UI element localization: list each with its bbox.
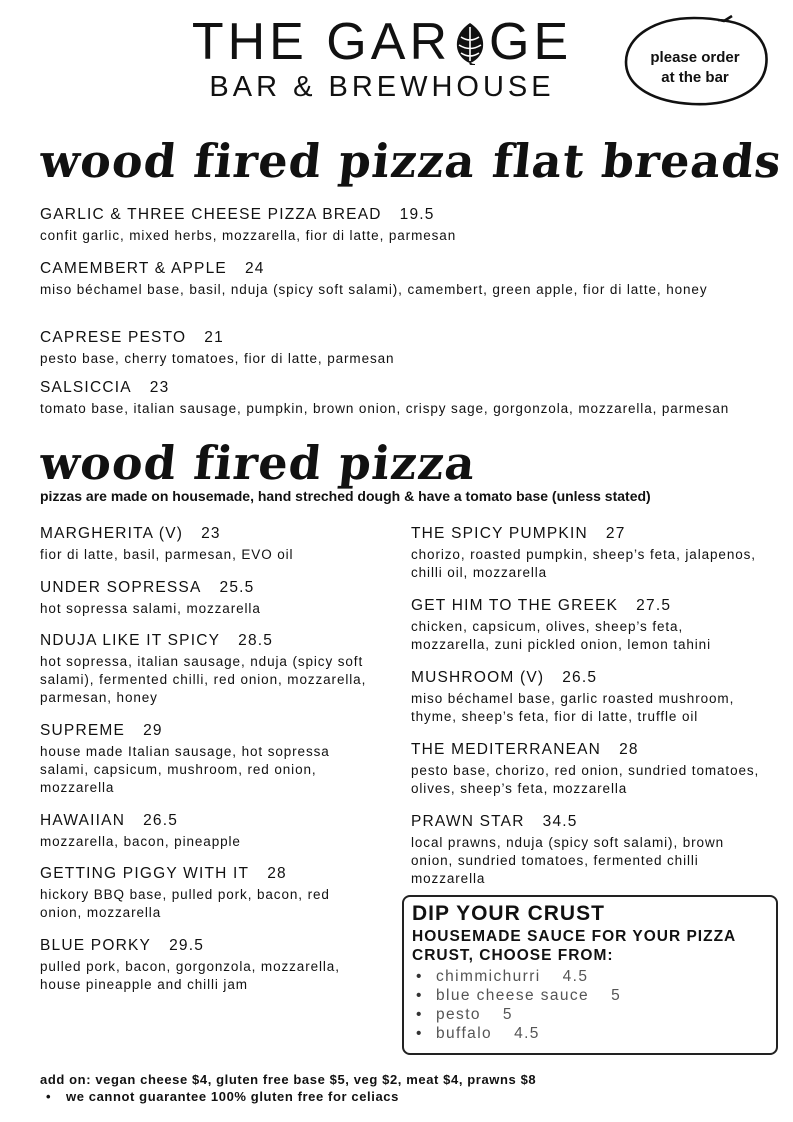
gluten-note-text: we cannot guarantee 100% gluten free for celiacs — [66, 1089, 399, 1104]
item-description: miso béchamel base, basil, nduja (spicy soft salami), camembert, green apple, fior di latte, honey — [40, 282, 708, 297]
item-price: 21 — [204, 329, 224, 346]
item-price: 28.5 — [238, 632, 274, 649]
dip-your-crust-box — [402, 895, 778, 1055]
brand-name-part1: THE GAR — [191, 13, 451, 71]
menu-item — [40, 811, 385, 851]
item-price: 26.5 — [143, 812, 179, 829]
item-price: 24 — [244, 260, 265, 277]
item-price: 23 — [201, 525, 221, 542]
hop-icon — [453, 21, 487, 65]
dip-option-name: pesto — [436, 1006, 481, 1023]
item-name: GET HIM TO THE GREEK — [411, 597, 619, 614]
item-description: tomato base, italian sausage, pumpkin, brown onion, crispy sage, gorgonzola, mozzarella, parmesan — [40, 401, 730, 416]
brand-subtitle: BAR & BREWHOUSE — [209, 71, 555, 103]
menu-item — [40, 524, 385, 564]
item-name: GETTING PIGGY WITH IT — [40, 865, 250, 882]
item-price: 28 — [619, 741, 639, 758]
dip-options-list — [412, 967, 768, 1043]
item-description: house made Italian sausage, hot sopressa salami, capsicum, mushroom, red onion, mozzarella — [40, 744, 330, 795]
item-price: 29 — [143, 722, 163, 739]
dip-option — [412, 986, 768, 1005]
item-name: PRAWN STAR — [411, 813, 525, 830]
menu-item — [40, 578, 385, 618]
item-name: CAMEMBERT & APPLE — [40, 260, 227, 277]
dip-option — [412, 967, 768, 986]
order-note-line1: please order — [650, 49, 740, 66]
item-price: 19.5 — [399, 206, 435, 223]
item-description: hickory BBQ base, pulled pork, bacon, red onion, mozzarella — [40, 887, 330, 920]
pizza-heading: wood fired pizza — [37, 436, 479, 490]
menu-item — [40, 721, 375, 797]
dip-option-name: buffalo — [436, 1025, 493, 1042]
item-description: pesto base, chorizo, red onion, sundried tomatoes, olives, sheep’s feta, mozzarella — [411, 763, 760, 796]
dip-option — [412, 1005, 768, 1024]
item-description: miso béchamel base, garlic roasted mushroom, thyme, sheep’s feta, fior di latte, truffle oil — [411, 691, 735, 724]
item-name: GARLIC & THREE CHEESE PIZZA BREAD — [40, 206, 382, 223]
item-name: SALSICCIA — [40, 379, 132, 396]
bullet-icon: • — [416, 1025, 423, 1042]
item-name: BLUE PORKY — [40, 937, 152, 954]
item-price: 28 — [267, 865, 287, 882]
dip-option-price: 4.5 — [514, 1025, 540, 1042]
item-name: NDUJA LIKE IT SPICY — [40, 632, 221, 649]
item-description: chorizo, roasted pumpkin, sheep’s feta, jalapenos, chilli oil, mozzarella — [411, 547, 756, 580]
item-price: 27.5 — [636, 597, 672, 614]
menu-item — [40, 936, 385, 994]
item-description: pesto base, cherry tomatoes, fior di latte, parmesan — [40, 351, 395, 366]
brand-logo — [184, 14, 580, 102]
dip-option-name: blue cheese sauce — [436, 987, 590, 1004]
order-note-line2: at the bar — [661, 69, 729, 86]
menu-item — [411, 596, 761, 654]
item-price: 25.5 — [219, 579, 255, 596]
menu-item — [411, 812, 761, 888]
item-description: confit garlic, mixed herbs, mozzarella, fior di latte, parmesan — [40, 228, 457, 243]
dip-option-name: chimmichurri — [436, 968, 541, 985]
item-name: MARGHERITA (V) — [40, 525, 184, 542]
menu-item — [40, 328, 760, 368]
item-description: hot sopressa salami, mozzarella — [40, 601, 261, 616]
brand-name — [184, 14, 580, 70]
item-name: UNDER SOPRESSA — [40, 579, 202, 596]
item-price: 34.5 — [542, 813, 578, 830]
dip-subtitle: HOUSEMADE SAUCE FOR YOUR PIZZA CRUST, CHOOSE FROM: — [412, 928, 736, 964]
item-price: 23 — [149, 379, 170, 396]
flatbreads-heading: wood fired pizza flat breads — [37, 134, 785, 188]
item-name: CAPRESE PESTO — [40, 329, 187, 346]
pizza-subheading: pizzas are made on housemade, hand streched dough & have a tomato base (unless stated) — [40, 488, 651, 504]
item-name: SUPREME — [40, 722, 126, 739]
bullet-icon: • — [416, 987, 423, 1004]
menu-item — [40, 378, 760, 418]
bullet-icon: • — [46, 1089, 52, 1104]
menu-item — [411, 524, 761, 582]
menu-item — [411, 740, 761, 798]
order-note-text — [620, 48, 770, 88]
dip-title: DIP YOUR CRUST — [412, 902, 605, 925]
item-description: pulled pork, bacon, gorgonzola, mozzarella, house pineapple and chilli jam — [40, 959, 340, 992]
gluten-note — [40, 1088, 536, 1105]
addons-note: add on: vegan cheese $4, gluten free base $5, veg $2, meat $4, prawns $8 — [40, 1072, 537, 1087]
menu-item — [411, 668, 781, 726]
menu-item — [40, 205, 760, 245]
bullet-icon: • — [416, 1006, 423, 1023]
dip-option-price: 5 — [502, 1006, 513, 1023]
menu-item — [40, 631, 375, 707]
dip-option-price: 4.5 — [562, 968, 589, 985]
item-price: 27 — [605, 525, 626, 542]
menu-item — [40, 259, 760, 299]
item-description: mozzarella, bacon, pineapple — [40, 834, 241, 849]
item-name: MUSHROOM (V) — [411, 669, 545, 686]
dip-option-price: 5 — [611, 987, 622, 1004]
item-description: local prawns, nduja (spicy soft salami), brown onion, sundried tomatoes, fermented chilli mozzarella — [411, 835, 725, 886]
dip-option — [412, 1024, 768, 1043]
footer-notes — [40, 1071, 536, 1105]
item-name: THE MEDITERRANEAN — [411, 741, 602, 758]
item-name: HAWAIIAN — [40, 812, 126, 829]
item-description: hot sopressa, italian sausage, nduja (spicy soft salami), fermented chilli, red onion, mozzarella, parmesan, honey — [40, 654, 367, 705]
brand-name-part2: GE — [489, 13, 573, 71]
item-description: fior di latte, basil, parmesan, EVO oil — [40, 547, 294, 562]
item-price: 29.5 — [169, 937, 205, 954]
item-name: THE SPICY PUMPKIN — [411, 525, 588, 542]
menu-item — [40, 864, 375, 922]
bullet-icon: • — [416, 968, 423, 985]
order-note-bubble — [620, 14, 770, 110]
item-description: chicken, capsicum, olives, sheep’s feta, mozzarella, zuni pickled onion, lemon tahini — [411, 619, 711, 652]
item-price: 26.5 — [562, 669, 598, 686]
